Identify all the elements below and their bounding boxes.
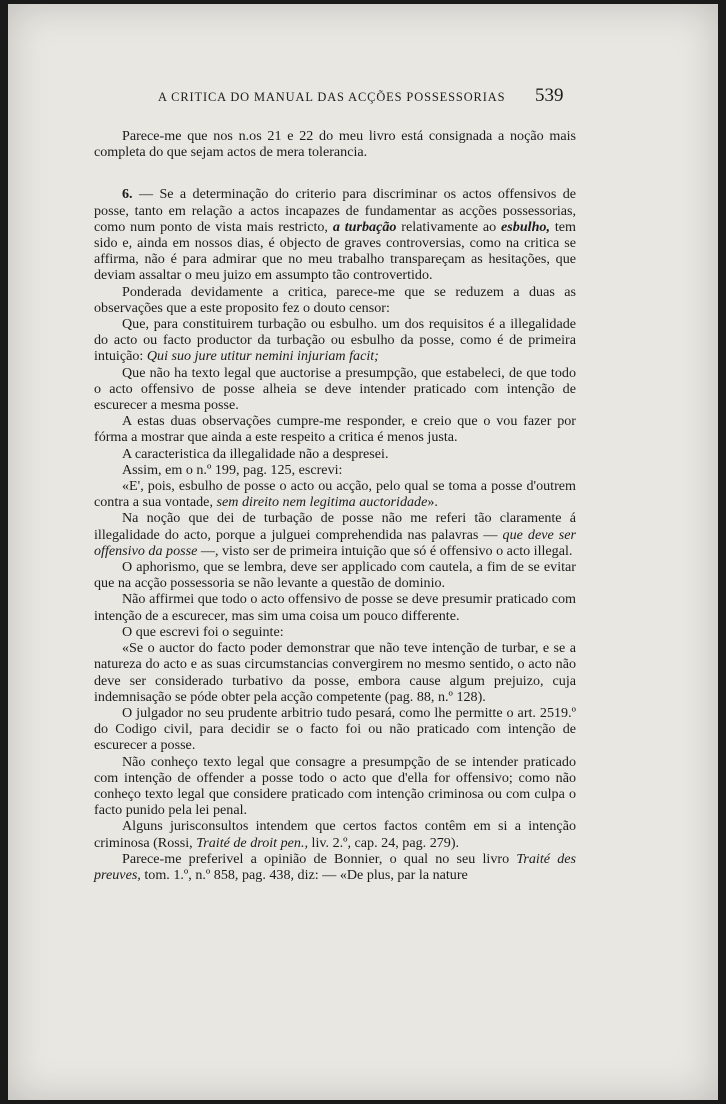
paragraph: A caracteristica da illegalidade não a despresei.: [122, 445, 389, 462]
paragraph: O que escrevi foi o seguinte:: [122, 623, 284, 640]
quotation: «E', pois, esbulho de posse o acto ou acção, pelo qual se toma a posse d'outrem contra a sua vontade, sem direito nem legitima auctoridade».: [94, 478, 576, 511]
body-text: [94, 128, 576, 883]
paragraph: A estas duas observações cumpre-me responder, e creio que o vou fazer por fórma a mostrar que ainda a este respeito a critica é menos justa.: [94, 413, 576, 446]
section-number: 6.: [122, 186, 133, 203]
running-header: [8, 86, 718, 112]
book-page: [8, 4, 718, 1100]
paragraph: Que não ha texto legal que auctorise a presumpção, que estabeleci, de que todo o acto offensivo de posse alheia se deve intender praticado com intenção de escurecer a mesma posse.: [94, 364, 576, 414]
paragraph: Na noção que dei de turbação de posse não me referi tão claramente á illegalidade do acto, porque a julguei comprehendida nas palavras — que deve ser offensivo da posse —, visto ser de primeira intuição que só é offensivo o acto illegal.: [94, 510, 577, 559]
paragraph: Não conheço texto legal que consagre a presumpção de se intender praticado com intenção de offender a posse todo o acto que d'ella for offensivo; como não conheço texto legal que considere praticado com intenção criminosa ou com culpa o facto punido pela lei penal.: [94, 753, 576, 819]
paragraph: O aphorismo, que se lembra, deve ser applicado com cautela, a fim de se evitar que na acção possessoria se não levante a questão de dominio.: [94, 559, 576, 592]
page-number: 539: [535, 85, 564, 106]
paragraph: Parece-me preferivel a opinião de Bonnier, o qual no seu livro Traité des preuves, tom. 1.º, n.º 858, pag. 438, diz: — «De plus, par la nature: [94, 850, 576, 883]
paragraph: Não affirmei que todo o acto offensivo de posse se deve presumir praticado com intenção de a escurecer, mas sim uma coisa um pouco differente.: [94, 591, 576, 624]
quotation: «Se o auctor do facto poder demonstrar que não teve intenção de turbar, e se a natureza do acto e as suas circumstancias convergirem no mesmo sentido, o acto não deve ser considerado turbativo da posse, embora cause algum prejuizo, cuja indemnisação se póde obter pela acção competente (pag. 88, n.º 128).: [94, 640, 576, 705]
running-title: A CRITICA DO MANUAL DAS ACÇÕES POSSESSORIAS: [158, 90, 506, 104]
paragraph: Parece-me que nos n.os 21 e 22 do meu livro está consignada a noção mais completa do que sejam actos de mera tolerancia.: [94, 128, 576, 161]
paragraph: O julgador no seu prudente arbitrio tudo pesará, como lhe permitte o art. 2519.º do Codigo civil, para decidir se o facto foi ou não praticado com intenção de escurecer a posse.: [94, 704, 576, 754]
section-paragraph: 6. — Se a determinação do criterio para discriminar os actos offensivos de posse, tanto em relação a actos incapazes de fundamentar as acções possessorias, como num ponto de vista mais restricto, a turbação relativamente ao esbulho, tem sido e, ainda em nossos dias, é objecto de graves controversias, como na critica se affirma, não é para admirar que no meu trabalho transpareçam as hesitações, que deviam assaltar o meu juizo em assumpto tão controvertido.: [94, 186, 576, 284]
paragraph: Alguns jurisconsultos intendem que certos factos contêm em si a intenção criminosa (Rossi, Traité de droit pen., liv. 2.º, cap. 24, pag. 279).: [94, 818, 576, 851]
paragraph: Assim, em o n.º 199, pag. 125, escrevi:: [122, 461, 343, 478]
paragraph: Ponderada devidamente a critica, parece-me que se reduzem a duas as observações que a este proposito fez o douto censor:: [94, 283, 576, 316]
paragraph: Que, para constituirem turbação ou esbulho. um dos requisitos é a illegalidade do acto ou facto productor da turbação ou esbulho da posse, como é de primeira intuição: Qui suo jure utitur nemini injuriam facit;: [94, 316, 576, 365]
